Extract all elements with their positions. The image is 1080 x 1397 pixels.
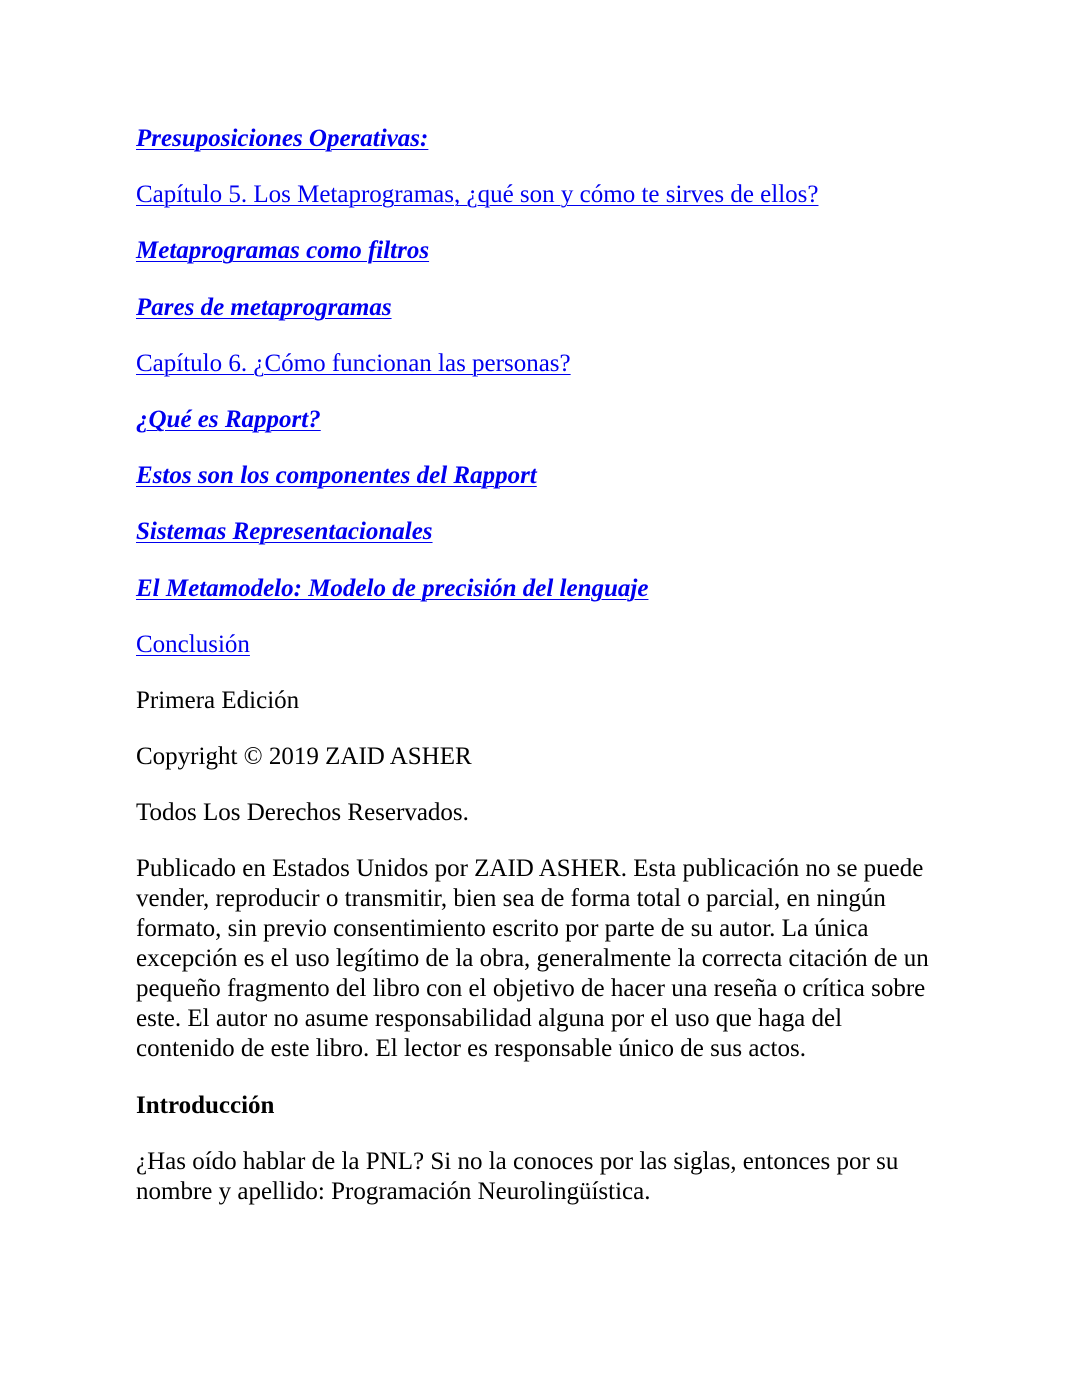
introduction-heading: Introducción [136,1091,275,1119]
table-of-contents [136,124,946,660]
toc-link-pares-de-metaprogramas[interactable]: Pares de metaprogramas [136,293,392,321]
edition-text: Primera Edición [136,686,300,714]
front-matter [136,686,946,1065]
introduction-section [136,1091,946,1207]
toc-link-capitulo-6[interactable]: Capítulo 6. ¿Cómo funcionan las personas? [136,349,571,377]
introduction-paragraph: ¿Has oído hablar de la PNL? Si no la conoces por las siglas, entonces por su nombre y apellido: Programación Neurolingüística. [136,1147,899,1205]
publication-notice: Publicado en Estados Unidos por ZAID ASHER. Esta publicación no se puede vender, reproducir o transmitir, bien sea de forma total o parcial, en ningún formato, sin previo consentimiento escrito por parte de su autor. La única excepción es el uso legítimo de la obra, generalmente la correcta citación de un pequeño fragmento del libro con el objetivo de hacer una reseña o crítica sobre este. El autor no asume responsabilidad alguna por el uso que haga del contenido de este libro. El lector es responsable único de sus actos. [136,855,929,1063]
toc-link-capitulo-5[interactable]: Capítulo 5. Los Metaprogramas, ¿qué son y cómo te sirves de ellos? [136,181,819,209]
toc-link-que-es-rapport[interactable]: ¿Qué es Rapport? [136,405,321,433]
toc-link-conclusion[interactable]: Conclusión [136,630,250,658]
toc-link-sistemas-representacionales[interactable]: Sistemas Representacionales [136,518,433,546]
toc-link-componentes-del-rapport[interactable]: Estos son los componentes del Rapport [136,462,537,490]
toc-link-metaprogramas-como-filtros[interactable]: Metaprogramas como filtros [136,237,430,265]
copyright-text: Copyright © 2019 ZAID ASHER [136,743,472,771]
toc-link-presuposiciones-operativas[interactable]: Presuposiciones Operativas: [136,125,429,152]
rights-text: Todos Los Derechos Reservados. [136,799,469,827]
toc-link-el-metamodelo[interactable]: El Metamodelo: Modelo de precisión del lenguaje [136,574,649,602]
document-page [136,124,946,1233]
